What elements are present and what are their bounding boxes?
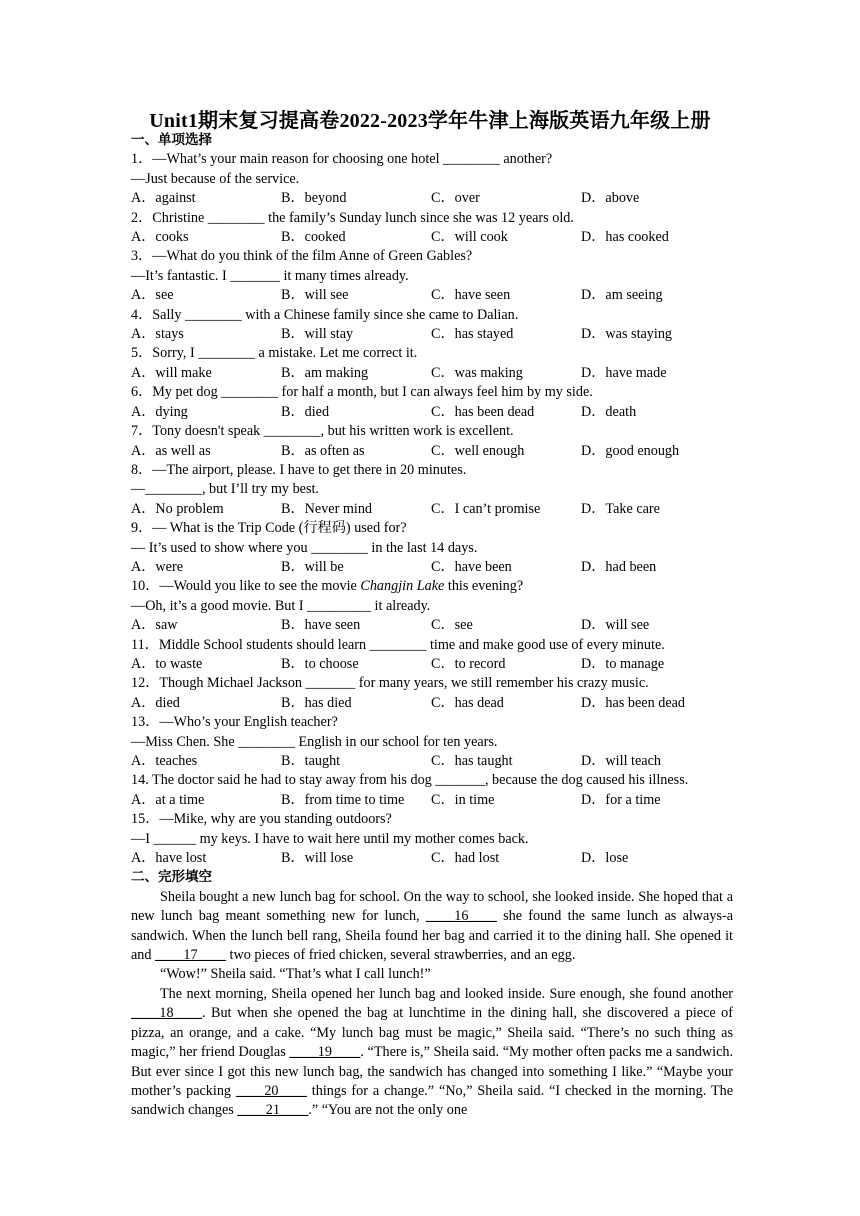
question-options xyxy=(131,616,733,635)
option-a: A．No problem xyxy=(131,500,224,517)
option-b: B．died xyxy=(281,403,330,420)
question-stem: 3．—What do you think of the film Anne of Green Gables? xyxy=(131,248,473,265)
option-b: B．will be xyxy=(281,558,344,575)
question-stem: 1．—What’s your main reason for choosing one hotel ________ another? xyxy=(131,151,553,168)
question-stem: 5．Sorry, I ________ a mistake. Let me correct it. xyxy=(131,345,418,362)
blank-16: ____16____ xyxy=(425,908,497,925)
passage-text: . “There is,” Sheila said. “My mother often packs me a sandwich. But ever since I got this new lunch bag, the sandwich has changed into something I like.” “Maybe your mother’s packing xyxy=(131,1044,734,1099)
question-stem: —Miss Chen. She ________ English in our school for ten years. xyxy=(131,733,498,750)
option-c: C．I can’t promise xyxy=(431,500,541,517)
option-b: B．taught xyxy=(281,753,341,769)
option-b: B．will lose xyxy=(281,850,354,867)
question-stem xyxy=(131,577,733,596)
option-c: C．in time xyxy=(431,791,495,808)
option-d: D．for a time xyxy=(581,791,661,808)
blank-20: ____20____ xyxy=(235,1082,307,1099)
option-a: A．died xyxy=(131,694,180,711)
option-c: C．have seen xyxy=(431,287,511,304)
option-a: A．at a time xyxy=(131,791,205,808)
question-stem: 6．My pet dog ________ for half a month, but I can always feel him by my side. xyxy=(131,384,593,401)
question-options xyxy=(131,849,733,868)
passage-text: things for a change.” “No,” Sheila said. “I checked in the morning. The sandwich changes xyxy=(131,1082,734,1119)
option-c: C．has stayed xyxy=(431,326,514,343)
question-stem: —Oh, it’s a good movie. But I _________ it already. xyxy=(131,597,431,614)
question-stem: 9．— What is the Trip Code (行程码) used for? xyxy=(131,520,407,537)
passage-text: . But when she opened the bag at lunchtime in the dining hall, she discovered a piece of pizza, an orange, and a cake. “My lunch bag must be magic,” Sheila said. “There’s no such thing as magic,” her friend Douglas xyxy=(131,1005,733,1061)
option-d: D．will teach xyxy=(581,753,661,769)
option-b: B．will stay xyxy=(281,326,354,343)
question-options xyxy=(131,228,733,247)
question-stem: 12．Though Michael Jackson _______ for many years, we still remember his crazy music. xyxy=(131,675,649,692)
question-stem: 15．—Mike, why are you standing outdoors? xyxy=(131,811,392,828)
option-b: B．as often as xyxy=(281,442,365,459)
option-a: A．teaches xyxy=(131,753,198,769)
option-d: D．Take care xyxy=(581,500,660,517)
question xyxy=(131,519,733,577)
question-stem: —Just because of the service. xyxy=(131,170,300,187)
passage-paragraph xyxy=(131,985,733,1121)
option-d: D．above xyxy=(581,190,640,207)
option-c: C．see xyxy=(431,617,473,634)
passage-paragraph: “Wow!” Sheila said. “That’s what I call lunch!” xyxy=(160,966,431,983)
option-a: A．cooks xyxy=(131,229,189,246)
option-d: D．had been xyxy=(581,558,657,575)
section-heading-cloze: 二、完形填空 xyxy=(131,869,212,886)
option-a: A．against xyxy=(131,190,196,207)
option-c: C．to record xyxy=(431,655,506,672)
option-d: D．good enough xyxy=(581,442,680,459)
question-stem: —I ______ my keys. I have to wait here until my mother comes back. xyxy=(131,830,529,847)
option-c: C．have been xyxy=(431,558,512,575)
option-b: B．has died xyxy=(281,694,352,711)
option-d: D．to manage xyxy=(581,655,665,672)
question-options xyxy=(131,403,733,422)
question-stem: 8．—The airport, please. I have to get there in 20 minutes. xyxy=(131,461,467,478)
question xyxy=(131,810,733,868)
option-c: C．has been dead xyxy=(431,403,535,420)
question xyxy=(131,306,733,345)
question-stem: — It’s used to show where you ________ in the last 14 days. xyxy=(131,539,478,556)
option-b: B．have seen xyxy=(281,617,361,634)
passage-paragraph xyxy=(131,888,733,966)
question-stem: 11．Middle School students should learn ________ time and make good use of every minute. xyxy=(131,636,665,653)
section-heading-single-choice: 一、单项选择 xyxy=(131,132,212,148)
passage-text: .” “You are not the only one xyxy=(308,1102,468,1119)
option-b: B．to choose xyxy=(281,655,359,672)
question-stem: 13．—Who’s your English teacher? xyxy=(131,714,338,731)
question xyxy=(131,150,733,208)
question-options xyxy=(131,364,733,383)
question-options xyxy=(131,286,733,305)
option-a: A．were xyxy=(131,558,183,575)
question-stem: 4．Sally ________ with a Chinese family since she came to Dalian. xyxy=(131,306,519,323)
passage-text: The next morning, Sheila opened her lunch bag and looked inside. Sure enough, she found another xyxy=(160,985,733,1002)
option-a: A．dying xyxy=(131,403,188,420)
question xyxy=(131,636,733,675)
option-c: C．has taught xyxy=(431,753,513,769)
option-a: A．will make xyxy=(131,364,212,381)
question-options xyxy=(131,694,733,713)
option-d: D．am seeing xyxy=(581,287,663,304)
question xyxy=(131,209,733,248)
question xyxy=(131,383,733,422)
question-stem: 7．Tony doesn't speak ________, but his written work is excellent. xyxy=(131,423,514,440)
option-b: B．beyond xyxy=(281,190,347,207)
passage-text: Sheila bought a new lunch bag for school. On the way to school, she looked inside. She hoped that a new lunch bag meant something new for lunch, xyxy=(131,888,733,925)
option-a: A．as well as xyxy=(131,442,211,459)
question-stem: 14. The doctor said he had to stay away from his dog _______, because the dog caused his illness. xyxy=(131,772,689,789)
question-options xyxy=(131,558,733,577)
question-options xyxy=(131,791,733,810)
blank-17: ____17____ xyxy=(155,947,226,964)
option-b: B．Never mind xyxy=(281,500,373,517)
blank-19: ____19____ xyxy=(289,1044,361,1061)
option-a: A．to waste xyxy=(131,655,203,672)
stem-text: this evening? xyxy=(444,578,524,595)
passage-text: she found the same lunch as always-a sandwich. When the lunch bell rang, Sheila found her bag and carried it to the dining hall. She opened it and xyxy=(131,908,733,964)
option-d: D．have made xyxy=(581,364,667,381)
option-a: A．saw xyxy=(131,617,178,634)
option-c: C．will cook xyxy=(431,229,508,246)
question xyxy=(131,344,733,383)
option-c: C．had lost xyxy=(431,850,500,867)
option-b: B．will see xyxy=(281,287,349,304)
question-options xyxy=(131,752,733,771)
option-b: B．from time to time xyxy=(281,791,405,808)
option-d: D．death xyxy=(581,403,637,420)
option-a: A．stays xyxy=(131,326,184,343)
question xyxy=(131,247,733,305)
question xyxy=(131,713,733,771)
option-c: C．over xyxy=(431,190,480,207)
option-b: B．am making xyxy=(281,364,369,381)
blank-18: ____18____ xyxy=(131,1005,202,1022)
question-stem: 2．Christine ________ the family’s Sunday lunch since she was 12 years old. xyxy=(131,209,574,226)
question xyxy=(131,461,733,519)
page-title: Unit1期末复习提高卷2022-2023学年牛津上海版英语九年级上册 xyxy=(149,110,711,132)
question-stem: —It’s fantastic. I _______ it many times already. xyxy=(131,267,409,284)
question xyxy=(131,422,733,461)
option-a: A．have lost xyxy=(131,850,207,867)
option-c: C．well enough xyxy=(431,442,525,459)
question xyxy=(131,771,733,810)
option-b: B．cooked xyxy=(281,229,346,246)
option-d: D．will see xyxy=(581,617,650,634)
option-c: C．has dead xyxy=(431,694,504,711)
question xyxy=(131,674,733,713)
option-a: A．see xyxy=(131,287,174,304)
question-options xyxy=(131,442,733,461)
passage-text: two pieces of fried chicken, several strawberries, and an egg. xyxy=(225,947,576,964)
option-d: D．was staying xyxy=(581,326,673,343)
question-options xyxy=(131,655,733,674)
option-d: D．has cooked xyxy=(581,229,669,246)
question-options xyxy=(131,500,733,519)
document-body xyxy=(131,131,733,1121)
stem-text: 10．—Would you like to see the movie xyxy=(131,578,361,595)
question xyxy=(131,577,733,635)
option-d: D．lose xyxy=(581,850,629,867)
question-options xyxy=(131,189,733,208)
blank-21: ____21____ xyxy=(237,1102,309,1119)
option-c: C．was making xyxy=(431,364,523,381)
question-options xyxy=(131,325,733,344)
question-stem: —________, but I’ll try my best. xyxy=(131,481,319,498)
option-d: D．has been dead xyxy=(581,694,686,711)
movie-title: Changjin Lake xyxy=(360,578,445,595)
